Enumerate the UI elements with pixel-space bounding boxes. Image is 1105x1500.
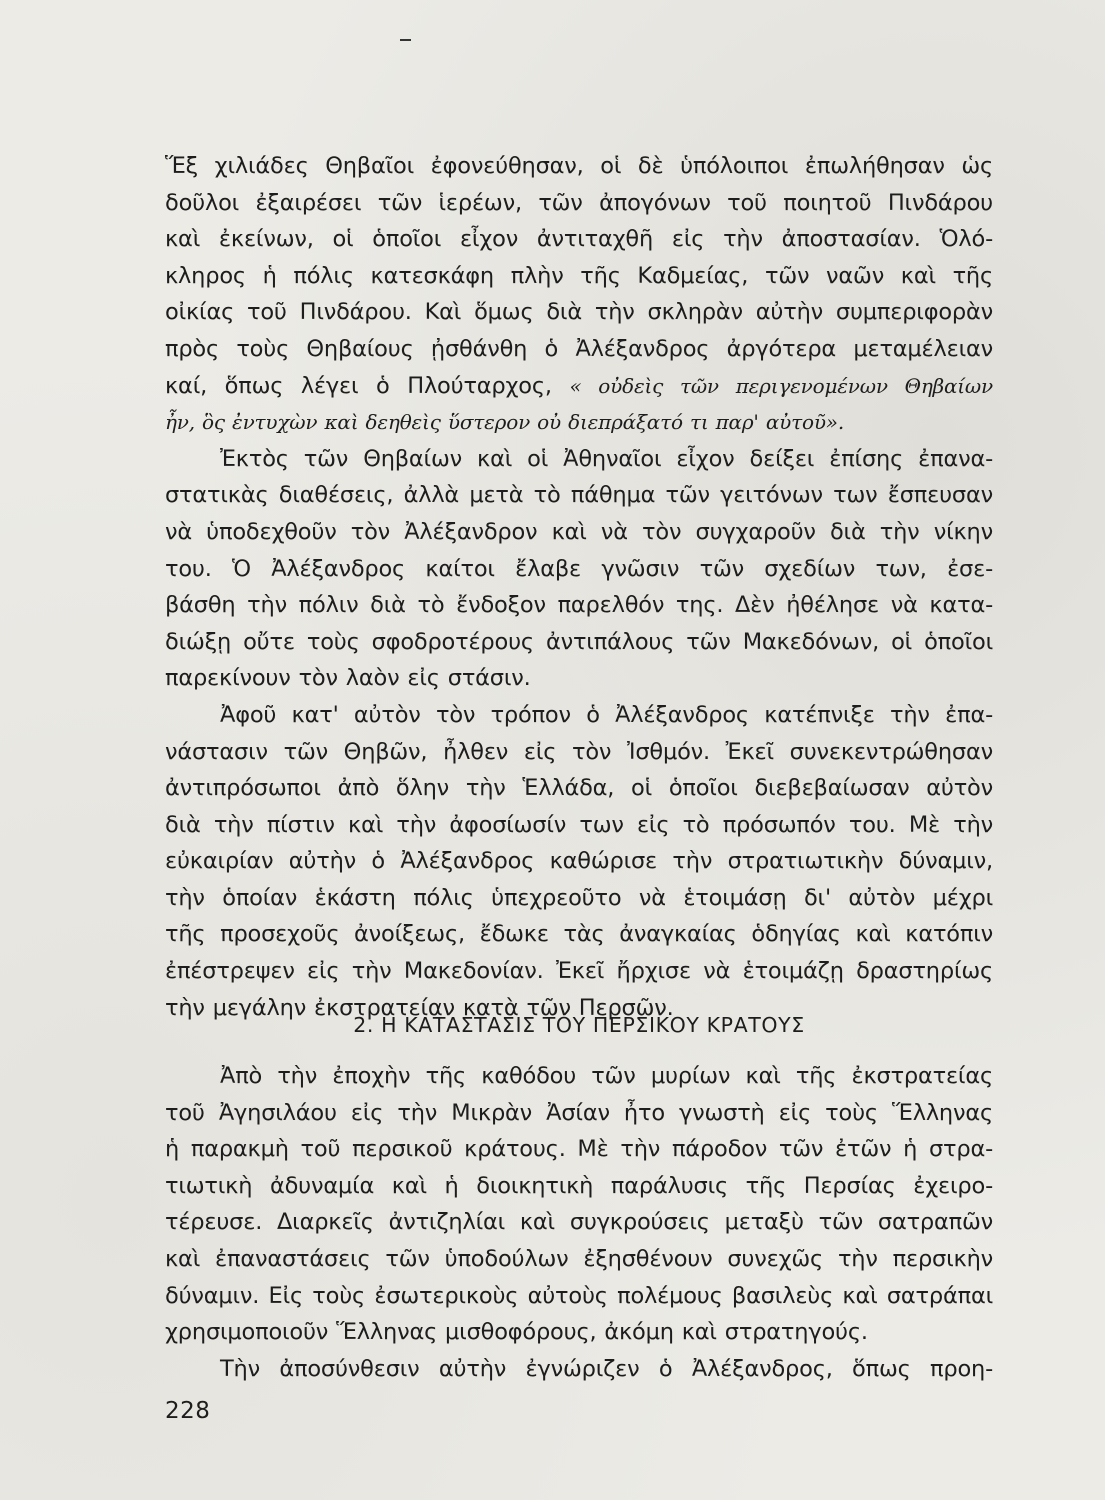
text-line: διώξῃ οὔτε τοὺς σφοδροτέρους ἀντιπάλους τῶν Μακεδόνων, οἱ ὁποῖοι [165,628,993,655]
text-line: τιωτικὴ ἀδυναμία καὶ ἡ διοικητικὴ παράλυσις τῆς Περσίας ἐχειρο- [165,1172,993,1199]
text-line: δοῦλοι ἐξαιρέσει τῶν ἱερέων, τῶν ἀπογόνων τοῦ ποιητοῦ Πινδάρου [165,189,993,216]
text-line: Τὴν ἀποσύνθεσιν αὐτὴν ἐγνώριζεν ὁ Ἀλέξανδρος, ὅπως προη- [220,1355,993,1382]
text-line: στατικὰς διαθέσεις, ἀλλὰ μετὰ τὸ πάθημα τῶν γειτόνων των ἔσπευσαν [165,482,993,509]
plutarch-quote-end: ἦν, ὃς ἐντυχὼν καὶ δεηθεὶς ὕστερον οὐ διεπράξατό τι παρ' αὐτοῦ». [165,410,844,435]
text-line: ἐπέστρεψεν εἰς τὴν Μακεδονίαν. Ἐκεῖ ἤρχισε νὰ ἑτοιμάζῃ δραστηρίως [165,958,993,985]
text-line: τῆς προσεχοῦς ἀνοίξεως, ἔδωκε τὰς ἀναγκαίας ὁδηγίας καὶ κατόπιν [165,921,993,948]
plutarch-quote: « οὐδεὶς τῶν περιγενομένων Θηβαίων [569,373,993,398]
text-line: χρησιμοποιοῦν Ἕλληνας μισθοφόρους, ἀκόμη καὶ στρατηγούς. [165,1319,868,1346]
text-line-with-quote [165,368,993,405]
text-line: νάστασιν τῶν Θηβῶν, ἦλθεν εἰς τὸν Ἰσθμόν. Ἐκεῖ συνεκεντρώθησαν [165,738,993,765]
text-block-after-heading [165,1058,993,1387]
text-line: τοῦ Ἀγησιλάου εἰς τὴν Μικρὰν Ἀσίαν ἦτο γνωστὴ εἰς τοὺς Ἕλληνας [165,1099,993,1126]
text-line: Ἐκτὸς τῶν Θηβαίων καὶ οἱ Ἀθηναῖοι εἶχον δείξει ἐπίσης ἐπανα- [220,445,993,472]
text-line: παρεκίνουν τὸν λαὸν εἰς στάσιν. [165,665,531,692]
text-line: νὰ ὑποδεχθοῦν τὸν Ἀλέξανδρον καὶ νὰ τὸν συγχαροῦν διὰ τὴν νίκην [165,518,993,545]
text-line: δύναμιν. Εἰς τοὺς ἐσωτερικοὺς αὐτοὺς πολέμους βασιλεὺς καὶ σατράπαι [165,1282,993,1309]
top-mark [400,39,411,41]
text-line: ἀντιπρόσωποι ἀπὸ ὅλην τὴν Ἑλλάδα, οἱ ὁποῖοι διεβεβαίωσαν αὐτὸν [165,775,993,802]
text-line: κληρος ἡ πόλις κατεσκάφη πλὴν τῆς Καδμείας, τῶν ναῶν καὶ τῆς [165,262,993,289]
text-block-before-heading [165,148,993,1026]
text-line: ἡ παρακμὴ τοῦ περσικοῦ κράτους. Μὲ τὴν πάροδον τῶν ἐτῶν ἡ στρα- [165,1136,993,1163]
text-line: οἰκίας τοῦ Πινδάρου. Καὶ ὅμως διὰ τὴν σκληρὰν αὐτὴν συμπεριφορὰν [165,299,993,326]
text-line: Ἀπὸ τὴν ἐποχὴν τῆς καθόδου τῶν μυρίων καὶ τῆς ἐκστρατείας [220,1063,993,1089]
text-segment: καί, ὅπως λέγει ὁ Πλούταρχος, [165,372,552,399]
text-line: διὰ τὴν πίστιν καὶ τὴν ἀφοσίωσίν των εἰς τὸ πρόσωπόν του. Μὲ τὴν [165,811,993,838]
text-line: καὶ ἐπαναστάσεις τῶν ὑποδούλων ἐξησθένουν συνεχῶς τὴν περσικὴν [165,1245,993,1272]
text-line: καὶ ἐκείνων, οἱ ὁποῖοι εἶχον ἀντιταχθῆ εἰς τὴν ἀποστασίαν. Ὁλό- [165,226,993,253]
text-line: Ἀφοῦ κατ' αὐτὸν τὸν τρόπον ὁ Ἀλέξανδρος κατέπνιξε τὴν ἐπα- [220,701,993,728]
text-line: του. Ὁ Ἀλέξανδρος καίτοι ἔλαβε γνῶσιν τῶν σχεδίων των, ἐσε- [165,555,993,582]
text-line: πρὸς τοὺς Θηβαίους ᾐσθάνθη ὁ Ἀλέξανδρος ἀργότερα μεταμέλειαν [165,335,993,362]
text-line: τέρευσε. Διαρκεῖς ἀντιζηλίαι καὶ συγκρούσεις μεταξὺ τῶν σατραπῶν [165,1209,993,1236]
text-line: Ἕξ χιλιάδες Θηβαῖοι ἐφονεύθησαν, οἱ δὲ ὑπόλοιποι ἐπωλήθησαν ὡς [165,153,993,179]
text-line: βάσθη τὴν πόλιν διὰ τὸ ἔνδοξον παρελθόν της. Δὲν ἠθέλησε νὰ κατα- [165,592,993,619]
text-line: τὴν μεγάλην ἐκστρατείαν κατὰ τῶν Περσῶν. [165,994,674,1021]
text-line: εὐκαιρίαν αὐτὴν ὁ Ἀλέξανδρος καθώρισε τὴν στρατιωτικὴν δύναμιν, [165,848,993,875]
page-number: 228 [165,1398,211,1424]
text-line: τὴν ὁποίαν ἑκάστη πόλις ὑπεχρεοῦτο νὰ ἑτοιμάσῃ δι' αὐτὸν μέχρι [165,884,993,911]
section-heading: 2. Η ΚΑΤΑΣΤΑΣΙΣ ΤΟΥ ΠΕΡΣΙΚΟΥ ΚΡΑΤΟΥΣ [353,1013,805,1037]
